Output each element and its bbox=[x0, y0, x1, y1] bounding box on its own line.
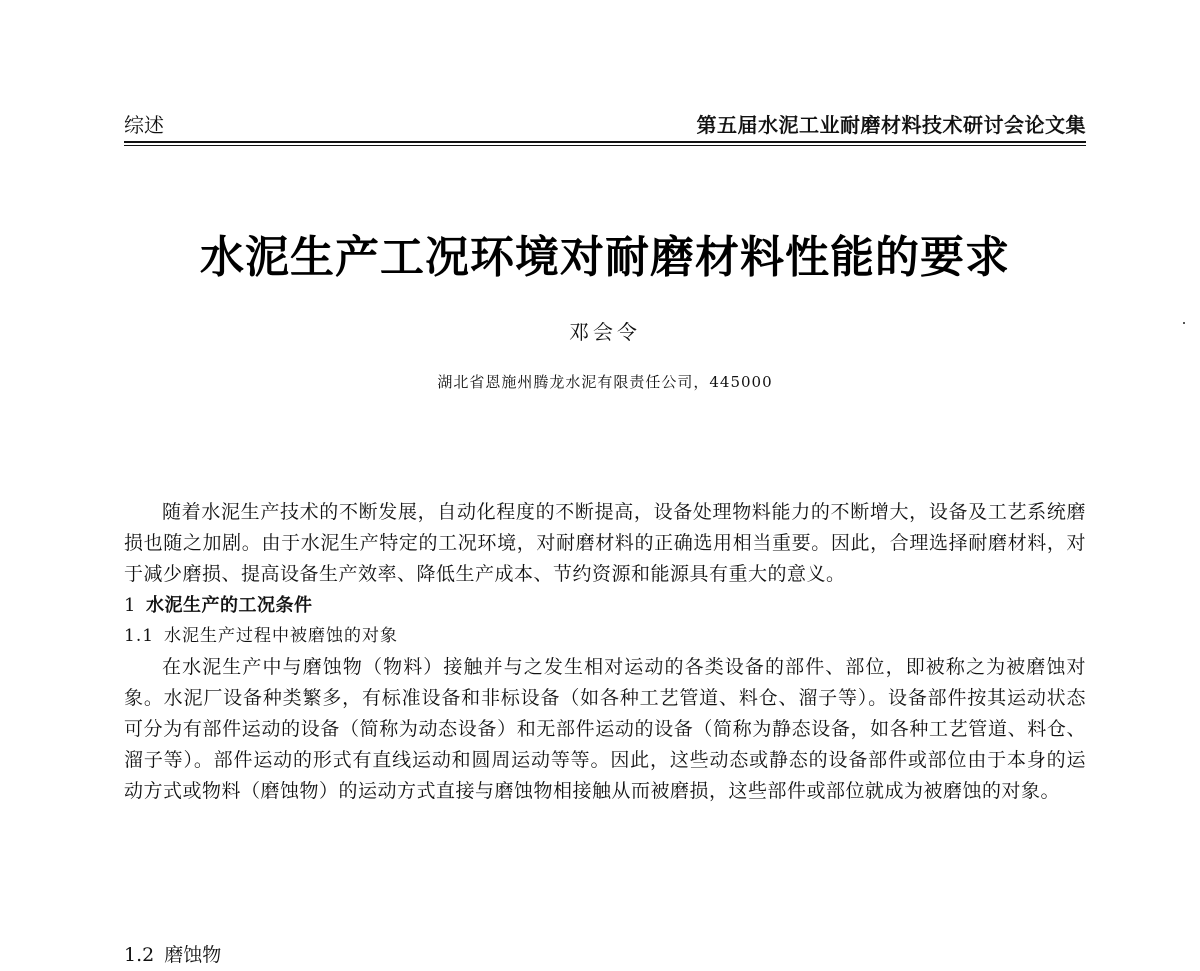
scan-margin-speck bbox=[1183, 322, 1185, 324]
section-1-heading bbox=[124, 590, 1086, 621]
article-body bbox=[124, 497, 1086, 807]
section-1-1-heading bbox=[124, 621, 1086, 652]
section-1-2-heading-partial bbox=[124, 940, 1086, 966]
header-rule-thin bbox=[124, 145, 1086, 146]
section-1-1-title: 水泥生产过程中被磨蚀的对象 bbox=[164, 626, 399, 646]
header-proceedings-title: 第五届水泥工业耐磨材料技术研讨会论文集 bbox=[696, 113, 1086, 137]
article-author: 邓会令 bbox=[569, 320, 641, 344]
article-title: 水泥生产工况环境对耐磨材料性能的要求 bbox=[200, 232, 1010, 283]
article-affiliation: 湖北省恩施州腾龙水泥有限责任公司，445000 bbox=[437, 373, 773, 391]
section-1-2-number: 1.2 bbox=[124, 944, 155, 966]
section-1-1-paragraph: 在水泥生产中与磨蚀物（物料）接触并与之发生相对运动的各类设备的部件、部位，即被称之为被磨蚀对象。水泥厂设备种类繁多，有标准设备和非标设备（如各种工艺管道、料仓、溜子等）。设备部件按其运动状态可分为有部件运动的设备（简称为动态设备）和无部件运动的设备（简称为静态设备，如各种工艺管道、料仓、溜子等）。部件运动的形式有直线运动和圆周运动等等。因此，这些动态或静态的设备部件或部位由于本身的运动方式或物料（磨蚀物）的运动方式直接与磨蚀物相接触从而被磨损，这些部件或部位就成为被磨蚀的对象。 bbox=[124, 656, 1086, 802]
header-rule-thick bbox=[124, 141, 1086, 143]
intro-paragraph: 随着水泥生产技术的不断发展，自动化程度的不断提高，设备处理物料能力的不断增大，设备及工艺系统磨损也随之加剧。由于水泥生产特定的工况环境，对耐磨材料的正确选用相当重要。因此，合理选择耐磨材料，对于减少磨损、提高设备生产效率、降低生产成本、节约资源和能源具有重大的意义。 bbox=[124, 501, 1086, 585]
section-1-1-number: 1.1 bbox=[124, 626, 155, 646]
running-header bbox=[124, 108, 1086, 138]
section-1-number: 1 bbox=[124, 595, 136, 616]
section-1-2-title: 磨蚀物 bbox=[164, 944, 222, 966]
header-section-label: 综述 bbox=[124, 113, 164, 137]
section-1-title: 水泥生产的工况条件 bbox=[145, 595, 313, 616]
